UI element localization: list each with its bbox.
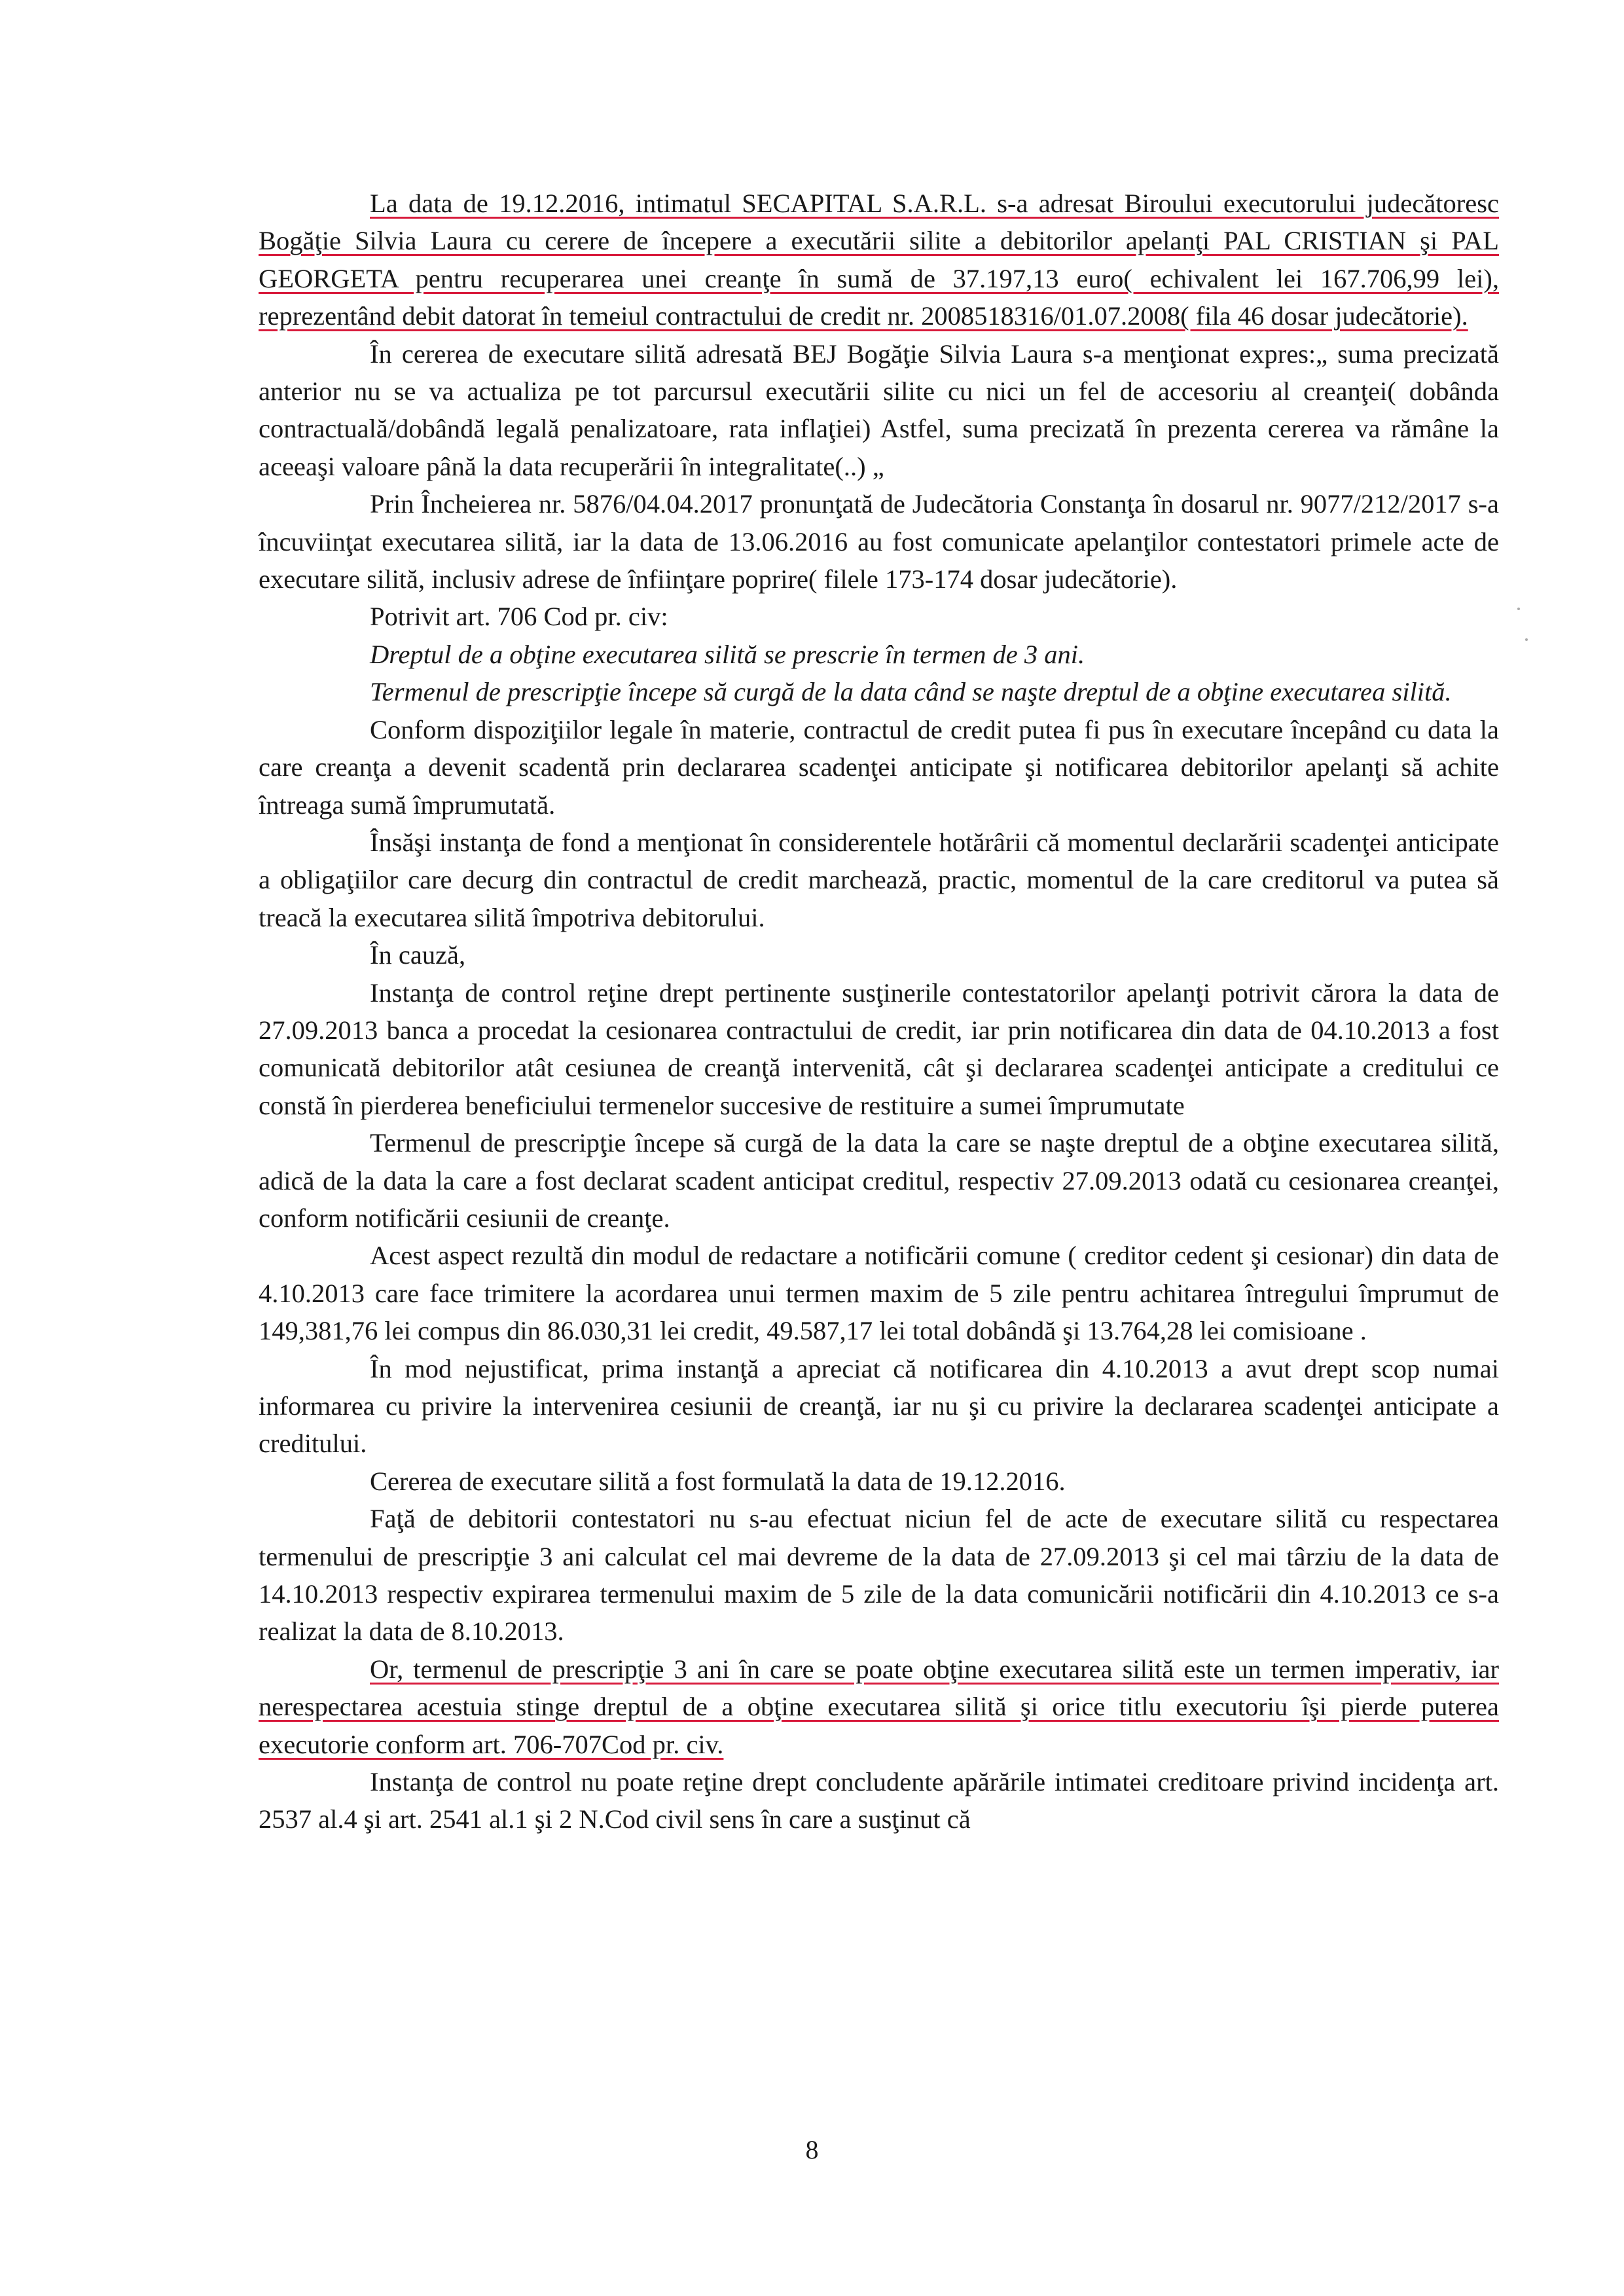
paragraph-15 (259, 1500, 1499, 1650)
paragraph-3 (259, 485, 1499, 598)
p9-text: În cauză, (370, 940, 466, 970)
p7-text: Conform dispoziţiilor legale în materie, contractul de credit putea fi pus în executare începând cu data la care creanţa a devenit scadentă prin declararea scadenţei anticipate şi notificarea debitorilor apelanţi să achite întreaga sumă împrumutată. (259, 714, 1499, 820)
paragraph-6 (259, 673, 1499, 710)
p1-text: La data de 19.12.2016, intimatul SECAPITAL S.A.R.L. s-a adresat Biroului executorului judecătoresc Bogăţie Silvia Laura cu cerere de începere a executării silite a debitorilor apelanţi PAL CRISTIAN şi PAL GEORGETA pentru recuperarea unei creanţe în sumă de 37.197,13 euro( echivalent lei 167.706,99 lei), reprezentând debit datorat în temeiul contractului de credit nr. 2008518316/01.07.2008( fila 46 dosar judecătorie). (259, 189, 1499, 331)
paragraph-14 (259, 1463, 1499, 1500)
scan-speck (1525, 638, 1528, 641)
p3-text: Prin Încheierea nr. 5876/04.04.2017 pronunţată de Judecătoria Constanţa în dosarul nr. 9077/212/2017 s-a încuviinţat executarea silită, iar la data de 13.06.2016 au fost comunicate apelanţilor contestatori primele acte de executare silită, inclusiv adrese de înfiinţare poprire( filele 173-174 dosar judecătorie). (259, 489, 1499, 594)
p6-text: Termenul de prescripţie începe să curgă de la data când se naşte dreptul de a obţine executarea silită. (370, 677, 1452, 707)
paragraph-11 (259, 1124, 1499, 1237)
p8-text: Însăşi instanţa de fond a menţionat în considerentele hotărârii că momentul declarării scadenţei anticipate a obligaţiilor care decurg din contractul de credit marchează, practic, momentul de la care creditorul va putea să treacă la executarea silită împotriva debitorului. (259, 827, 1499, 932)
p5-text: Dreptul de a obţine executarea silită se prescrie în termen de 3 ani. (370, 639, 1085, 669)
paragraph-2 (259, 335, 1499, 486)
p13-text: În mod nejustificat, prima instanţă a apreciat că notificarea din 4.10.2013 a avut drept scop numai informarea cu privire la intervenirea cesiunii de creanţă, iar nu şi cu privire la declararea scadenţei anticipate a creditului. (259, 1353, 1499, 1459)
paragraph-7 (259, 711, 1499, 824)
p4-text: Potrivit art. 706 Cod pr. civ: (370, 602, 668, 632)
p16-text: Or, termenul de prescripţie 3 ani în care se poate obţine executarea silită este un termen imperativ, iar nerespectarea acestuia stinge dreptul de a obţine executarea silită şi orice titlu executoriu îşi pierde puterea executorie conform art. 706-707Cod pr. civ. (259, 1654, 1499, 1759)
paragraph-1 (259, 185, 1499, 335)
p10-text: Instanţa de control reţine drept pertinente susţinerile contestatorilor apelanţi potrivit cărora la data de 27.09.2013 banca a procedat la cesionarea contractului de credit, iar prin notificarea din data de 04.10.2013 a fost comunicată debitorilor atât cesiunea de creanţă intervenită, cât şi declararea scadenţei anticipate a creditului ce constă în pierderea beneficiului termenelor succesive de restituire a sumei împrumutate (259, 977, 1499, 1120)
paragraph-5 (259, 636, 1499, 673)
paragraph-17 (259, 1763, 1499, 1838)
paragraph-10 (259, 974, 1499, 1125)
paragraph-13 (259, 1350, 1499, 1463)
paragraph-12 (259, 1237, 1499, 1349)
p12-text: Acest aspect rezultă din modul de redactare a notificării comune ( creditor cedent şi cesionar) din data de 4.10.2013 care face trimitere la acordarea unui termen maxim de 5 zile pentru achitarea întregului împrumut de 149,381,76 lei compus din 86.030,31 lei credit, 49.587,17 lei total dobândă şi 13.764,28 lei comisioane . (259, 1241, 1499, 1346)
paragraph-4 (259, 598, 1499, 635)
scan-speck (1517, 608, 1520, 610)
p17-text: Instanţa de control nu poate reţine drept concludente apărările intimatei creditoare privind incidenţa art. 2537 al.4 şi art. 2541 al.1 şi 2 N.Cod civil sens în care a susţinut că (259, 1767, 1499, 1834)
paragraph-16 (259, 1650, 1499, 1763)
p15-text: Faţă de debitorii contestatori nu s-au efectuat niciun fel de acte de executare silită cu respectarea termenului de prescripţie 3 ani calculat cel mai devreme de la data de 27.09.2013 şi cel mai târziu de la data de 14.10.2013 respectiv expirarea termenului maxim de 5 zile de la data comunicării notificării din 4.10.2013 ce s-a realizat la data de 8.10.2013. (259, 1504, 1499, 1647)
p11-text: Termenul de prescripţie începe să curgă de la data la care se naşte dreptul de a obţine executarea silită, adică de la data la care a fost declarat scadent anticipat creditul, respectiv 27.09.2013 odată cu cesionarea creanţei, conform notificării cesiunii de creanţe. (259, 1128, 1499, 1233)
page-number: 8 (805, 2135, 819, 2164)
p14-text: Cererea de executare silită a fost formulată la data de 19.12.2016. (370, 1466, 1066, 1496)
paragraph-9 (259, 936, 1499, 974)
body-text (259, 185, 1499, 1838)
paragraph-8 (259, 824, 1499, 936)
p2-text: În cererea de executare silită adresată BEJ Bogăţie Silvia Laura s-a menţionat expres:„ suma precizată anterior nu se va actualiza pe tot parcursul executării silite cu nici un fel de accesoriu al creanţei( dobânda contractuală/dobândă legală penalizatoare, rata inflaţiei) Astfel, suma precizată în prezenta cererea va rămâne la aceeaşi valoare până la data recuperării în integralitate(..) „ (259, 338, 1499, 481)
